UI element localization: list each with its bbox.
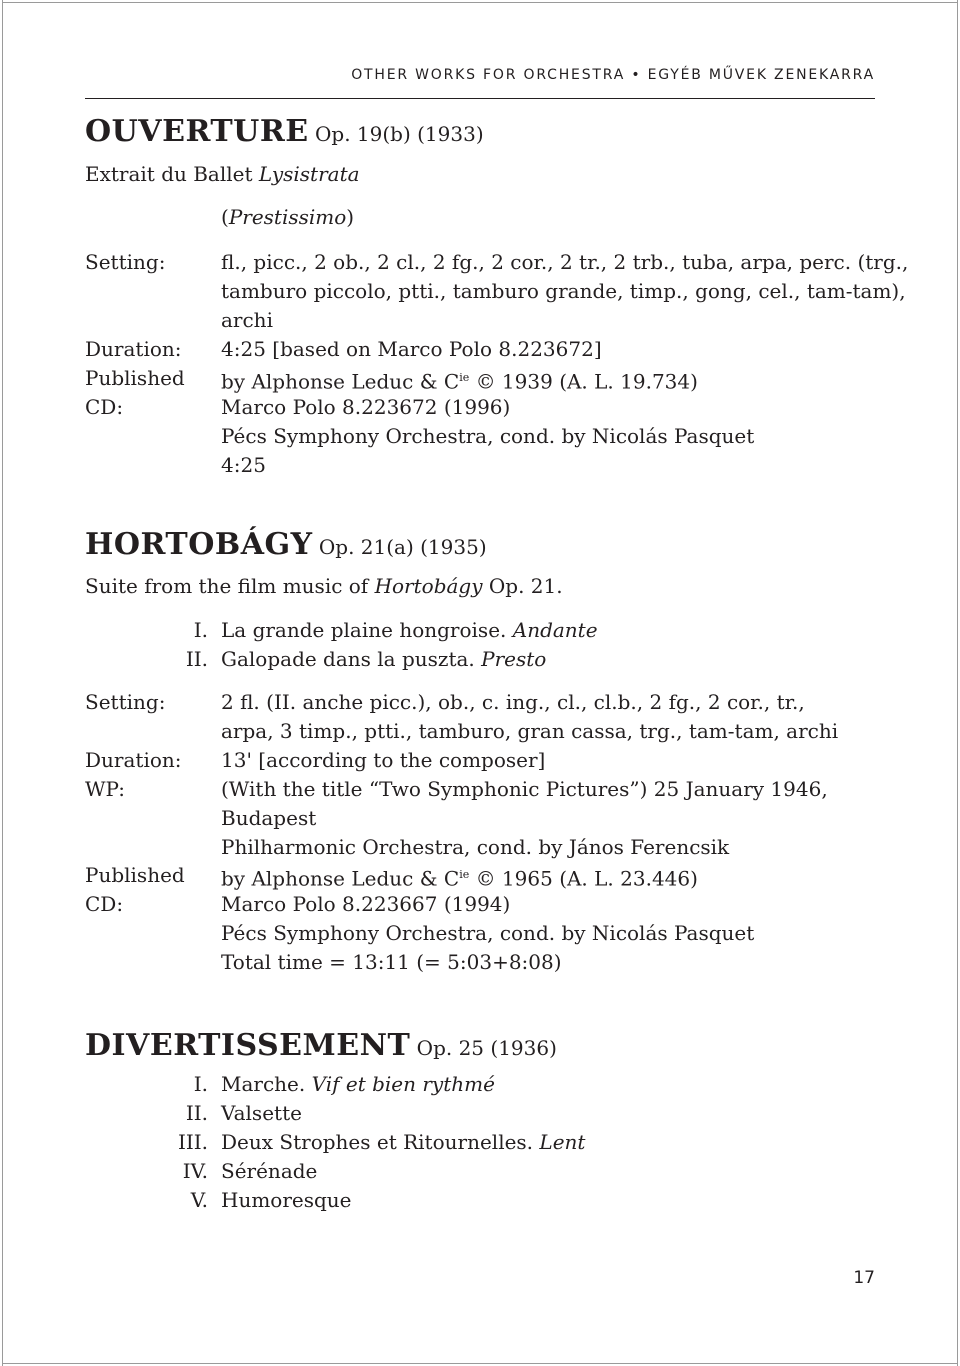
page-border-top	[2, 2, 958, 3]
hortobagy-subtitle-suffix: Op. 21.	[482, 574, 563, 598]
tempo-open-paren: (	[221, 205, 229, 229]
hortobagy-movement-num: I.	[193, 618, 208, 642]
ouverture-cd-line-2: Pécs Symphony Orchestra, cond. by Nicolás Pasquet	[221, 424, 755, 448]
published-superscript: ie	[459, 371, 470, 384]
movement-title: La grande plaine hongroise.	[221, 618, 513, 642]
movement-title: Valsette	[221, 1101, 302, 1125]
published-text: by Alphonse Leduc & C	[221, 369, 460, 394]
ouverture-cd-line-1: Marco Polo 8.223672 (1996)	[221, 395, 511, 419]
ouverture-opus: Op. 19(b) (1933)	[315, 122, 484, 146]
running-head: OTHER WORKS FOR ORCHESTRA • EGYÉB MŰVEK ZENEKARRA	[351, 67, 875, 83]
hortobagy-heading	[85, 527, 487, 562]
movement-title: Galopade dans la puszta.	[221, 647, 482, 671]
ouverture-duration: 4:25 [based on Marco Polo 8.223672]	[221, 337, 602, 361]
ouverture-setting-line-2: tamburo piccolo, ptti., tamburo grande, timp., gong, cel., tam-tam),	[221, 279, 906, 303]
hortobagy-title: HORTOBÁGY	[85, 527, 313, 562]
movement-title: Deux Strophes et Ritournelles.	[221, 1130, 540, 1154]
movement-tempo: Lent	[539, 1130, 586, 1154]
divertissement-movement-num: III.	[177, 1130, 208, 1154]
divertissement-movement-num: I.	[193, 1072, 208, 1096]
ouverture-published	[221, 366, 698, 394]
page-border-left	[2, 0, 3, 1366]
hortobagy-wp-line-2: Budapest	[221, 806, 317, 830]
divertissement-movement-num: II.	[185, 1101, 208, 1125]
hortobagy-duration-label: Duration:	[85, 748, 182, 772]
hortobagy-wp-line-1: (With the title “Two Symphonic Pictures”) 25 January 1946,	[221, 777, 828, 801]
movement-title: Marche.	[221, 1072, 312, 1096]
divertissement-opus: Op. 25 (1936)	[416, 1036, 557, 1060]
ouverture-setting-label: Setting:	[85, 250, 166, 274]
hortobagy-cd-line-2: Pécs Symphony Orchestra, cond. by Nicolás Pasquet	[221, 921, 755, 945]
hortobagy-wp-line-3: Philharmonic Orchestra, cond. by János Ferencsik	[221, 835, 730, 859]
ouverture-duration-label: Duration:	[85, 337, 182, 361]
divertissement-movement-num: IV.	[182, 1159, 208, 1183]
ouverture-cd-label: CD:	[85, 395, 124, 419]
hortobagy-published	[221, 863, 698, 891]
divertissement-movement-num: V.	[190, 1188, 208, 1212]
ouverture-subtitle-italic: Lysistrata	[258, 162, 360, 186]
hortobagy-cd-line-1: Marco Polo 8.223667 (1994)	[221, 892, 511, 916]
ouverture-setting-line-1: fl., picc., 2 ob., 2 cl., 2 fg., 2 cor., 2 tr., 2 trb., tuba, arpa, perc. (trg.,	[221, 250, 909, 274]
ouverture-published-label: Published	[85, 366, 185, 390]
movement-title: Humoresque	[221, 1188, 352, 1212]
hortobagy-wp-label: WP:	[85, 777, 126, 801]
page-number: 17	[853, 1268, 875, 1288]
tempo-close-paren: )	[346, 205, 355, 229]
published-text: by Alphonse Leduc & C	[221, 866, 460, 891]
ouverture-subtitle-text: Extrait du Ballet	[85, 162, 259, 186]
movement-tempo: Presto	[481, 647, 547, 671]
divertissement-movement	[221, 1130, 585, 1154]
page-border-bottom	[2, 1363, 958, 1364]
ouverture-cd-line-3: 4:25	[221, 453, 266, 477]
hortobagy-duration: 13' [according to the composer]	[221, 748, 546, 772]
hortobagy-setting-label: Setting:	[85, 690, 166, 714]
movement-tempo: Andante	[512, 618, 598, 642]
hortobagy-subtitle-text: Suite from the film music of	[85, 574, 375, 598]
divertissement-movement	[221, 1101, 302, 1125]
tempo-italic: Prestissimo	[228, 205, 347, 229]
hortobagy-cd-label: CD:	[85, 892, 124, 916]
movement-tempo: Vif et bien rythmé	[311, 1072, 495, 1096]
ouverture-setting-line-3: archi	[221, 308, 273, 332]
divertissement-movement	[221, 1188, 352, 1212]
hortobagy-subtitle-italic: Hortobágy	[374, 574, 483, 598]
divertissement-movement	[221, 1072, 495, 1096]
ouverture-title: OUVERTURE	[85, 114, 309, 149]
published-copyright: © 1939 (A. L. 19.734)	[469, 369, 698, 394]
movement-title: Sérénade	[221, 1159, 318, 1183]
hortobagy-subtitle	[85, 574, 563, 598]
hortobagy-opus: Op. 21(a) (1935)	[318, 535, 487, 559]
divertissement-heading	[85, 1028, 557, 1063]
ouverture-heading	[85, 114, 484, 149]
hortobagy-published-label: Published	[85, 863, 185, 887]
divertissement-title: DIVERTISSEMENT	[85, 1028, 411, 1063]
hortobagy-setting-line-1: 2 fl. (II. anche picc.), ob., c. ing., cl., cl.b., 2 fg., 2 cor., tr.,	[221, 690, 805, 714]
header-rule	[85, 98, 875, 99]
ouverture-tempo	[221, 205, 354, 229]
ouverture-subtitle	[85, 162, 360, 186]
hortobagy-movement	[221, 618, 598, 642]
divertissement-movement	[221, 1159, 317, 1183]
hortobagy-cd-line-3: Total time = 13:11 (= 5:03+8:08)	[221, 950, 562, 974]
hortobagy-movement	[221, 647, 546, 671]
page-border-right	[957, 0, 958, 1366]
hortobagy-setting-line-2: arpa, 3 timp., ptti., tamburo, gran cassa, trg., tam-tam, archi	[221, 719, 839, 743]
published-superscript: ie	[459, 868, 470, 881]
hortobagy-movement-num: II.	[185, 647, 208, 671]
published-copyright: © 1965 (A. L. 23.446)	[469, 866, 698, 891]
